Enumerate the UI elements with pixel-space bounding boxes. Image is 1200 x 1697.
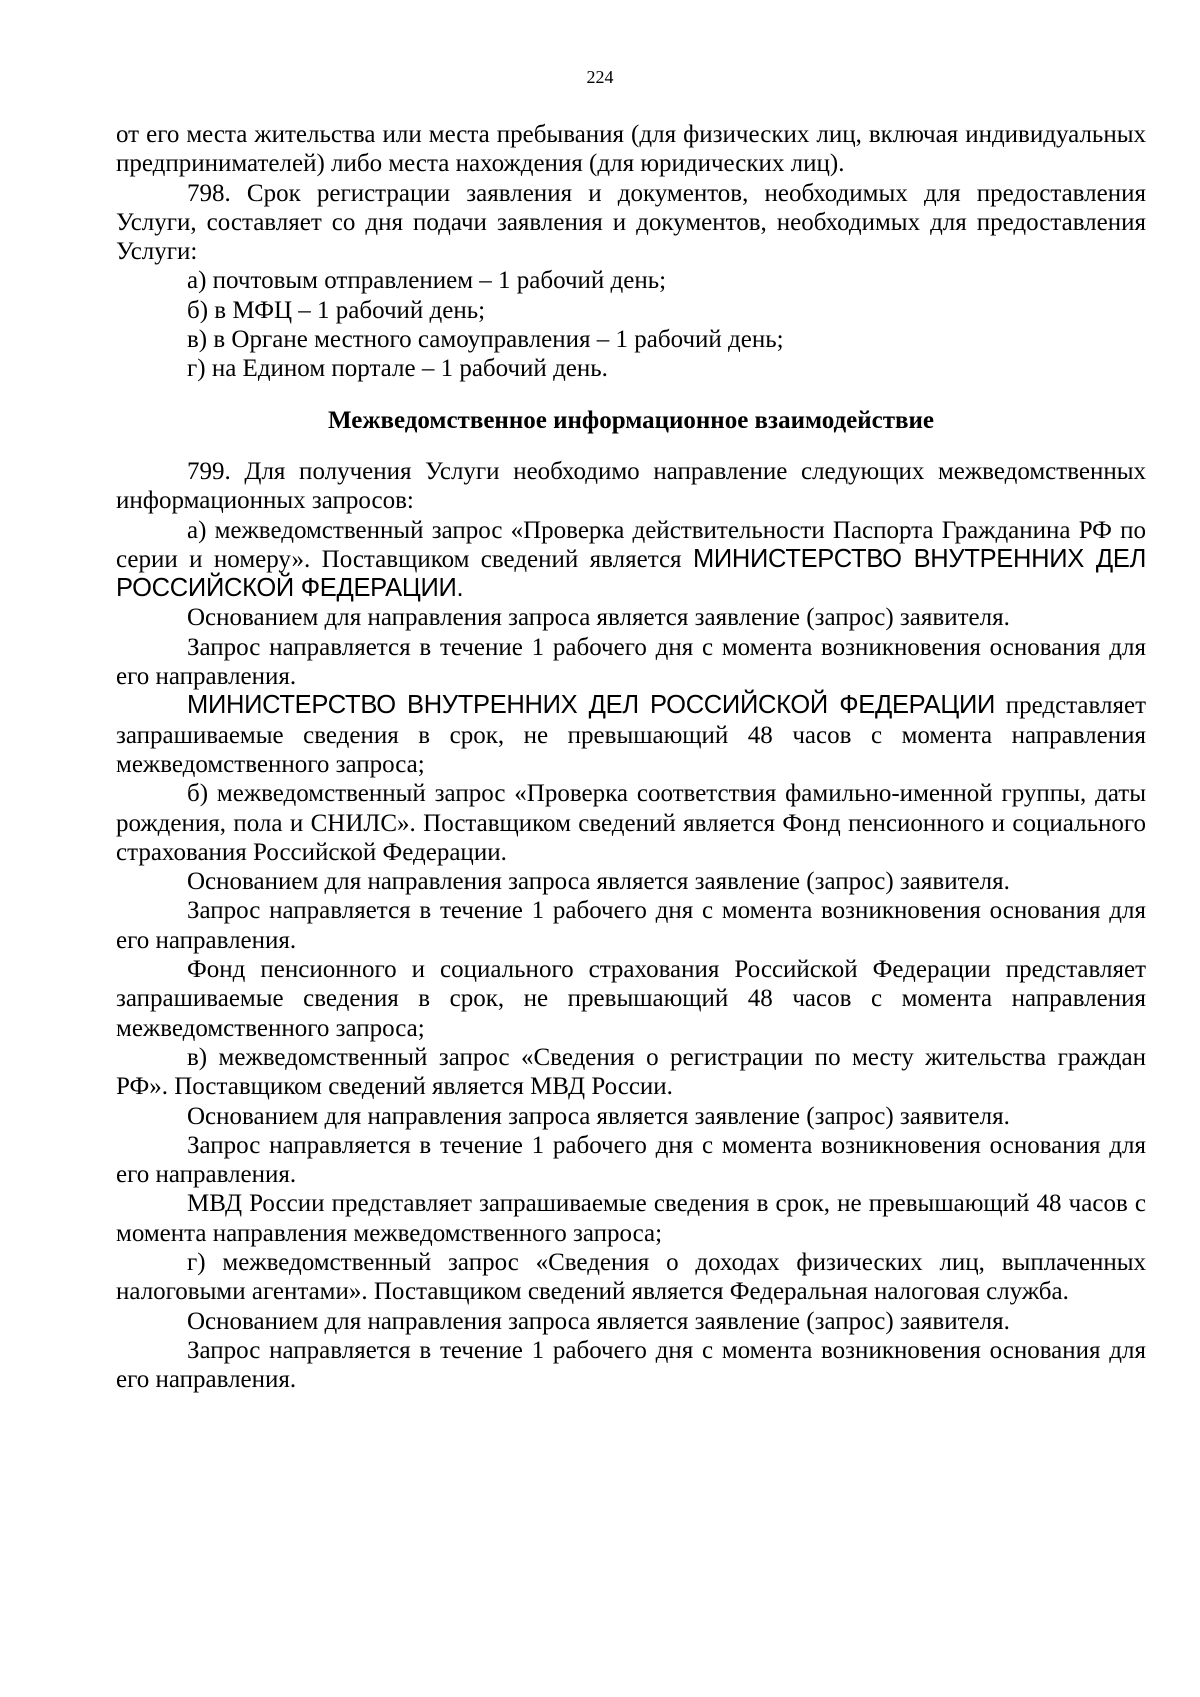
basis-paragraph-a: Основанием для направления запроса является заявление (запрос) заявителя.: [187, 604, 1010, 632]
paragraph-799a-text: а) межведомственный запрос «Проверка действительности Паспорта Гражданина РФ по серии и номеру». Поставщиком сведений является: [116, 516, 1146, 573]
term-paragraph-d: Запрос направляется в течение 1 рабочего дня с момента возникновения основания для его направления.: [116, 1336, 1146, 1394]
basis-paragraph-b: Основанием для направления запроса является заявление (запрос) заявителя.: [187, 868, 1010, 896]
provide-paragraph-b: Фонд пенсионного и социального страхования Российской Федерации представляет запрашиваемые сведения в срок, не превышающий 48 часов с момента направления межведомственного запроса;: [116, 956, 1146, 1042]
list-item-798c: в) в Органе местного самоуправления – 1 рабочий день;: [187, 326, 784, 354]
term-paragraph-a: Запрос направляется в течение 1 рабочего дня с момента возникновения основания для его направления.: [116, 633, 1146, 691]
provide-paragraph-a: [116, 691, 1146, 779]
paragraph-799d: г) межведомственный запрос «Сведения о доходах физических лиц, выплаченных налоговыми агентами». Поставщиком сведений является Федеральная налоговая служба.: [116, 1248, 1146, 1306]
ministry-name-2: МИНИСТЕРСТВО ВНУТРЕННИХ ДЕЛ РОССИЙСКОЙ ФЕДЕРАЦИИ: [187, 691, 995, 720]
term-paragraph-b: Запрос направляется в течение 1 рабочего дня с момента возникновения основания для его направления.: [116, 897, 1146, 954]
paragraph-799a: [116, 516, 1146, 604]
paragraph-799: 799. Для получения Услуги необходимо направление следующих межведомственных информационных запросов:: [116, 457, 1146, 515]
paragraph-799c: в) межведомственный запрос «Сведения о регистрации по месту жительства граждан РФ». Поставщиком сведений является МВД России.: [116, 1043, 1146, 1101]
list-item-798a: а) почтовым отправлением – 1 рабочий день;: [187, 267, 667, 295]
paragraph-799b: б) межведомственный запрос «Проверка соответствия фамильно-именной группы, даты рождения, пола и СНИЛС». Поставщиком сведений является Фонд пенсионного и социального страхования Российской Федерации.: [116, 780, 1146, 866]
paragraph-798: 798. Срок регистрации заявления и документов, необходимых для предоставления Услуги, составляет со дня подачи заявления и документов, необходимых для предоставления Услуги:: [116, 179, 1146, 266]
provide-paragraph-c: МВД России представляет запрашиваемые сведения в срок, не превышающий 48 часов с момента направления межведомственного запроса;: [116, 1190, 1146, 1247]
page-number: 224: [586, 67, 614, 87]
paragraph-continuation: от его места жительства или места пребывания (для физических лиц, включая индивидуальных предпринимателей) либо места нахождения (для юридических лиц).: [116, 121, 1146, 178]
document-body: [116, 120, 1146, 1394]
list-item-798b: б) в МФЦ – 1 рабочий день;: [187, 296, 486, 324]
provide-paragraph-a-text: представляет запрашиваемые сведения в срок, не превышающий 48 часов с момента направления межведомственного запроса;: [116, 692, 1146, 778]
basis-paragraph-d: Основанием для направления запроса является заявление (запрос) заявителя.: [187, 1307, 1010, 1335]
term-paragraph-c: Запрос направляется в течение 1 рабочего дня с момента возникновения основания для его направления.: [116, 1131, 1146, 1189]
list-item-798d: г) на Едином портале – 1 рабочий день.: [187, 355, 608, 383]
ministry-name: МИНИСТЕРСТВО ВНУТРЕННИХ ДЕЛ РОССИЙСКОЙ ФЕДЕРАЦИИ.: [116, 544, 1147, 603]
section-heading: Межведомственное информационное взаимодействие: [328, 406, 934, 434]
basis-paragraph-c: Основанием для направления запроса является заявление (запрос) заявителя.: [187, 1102, 1010, 1130]
